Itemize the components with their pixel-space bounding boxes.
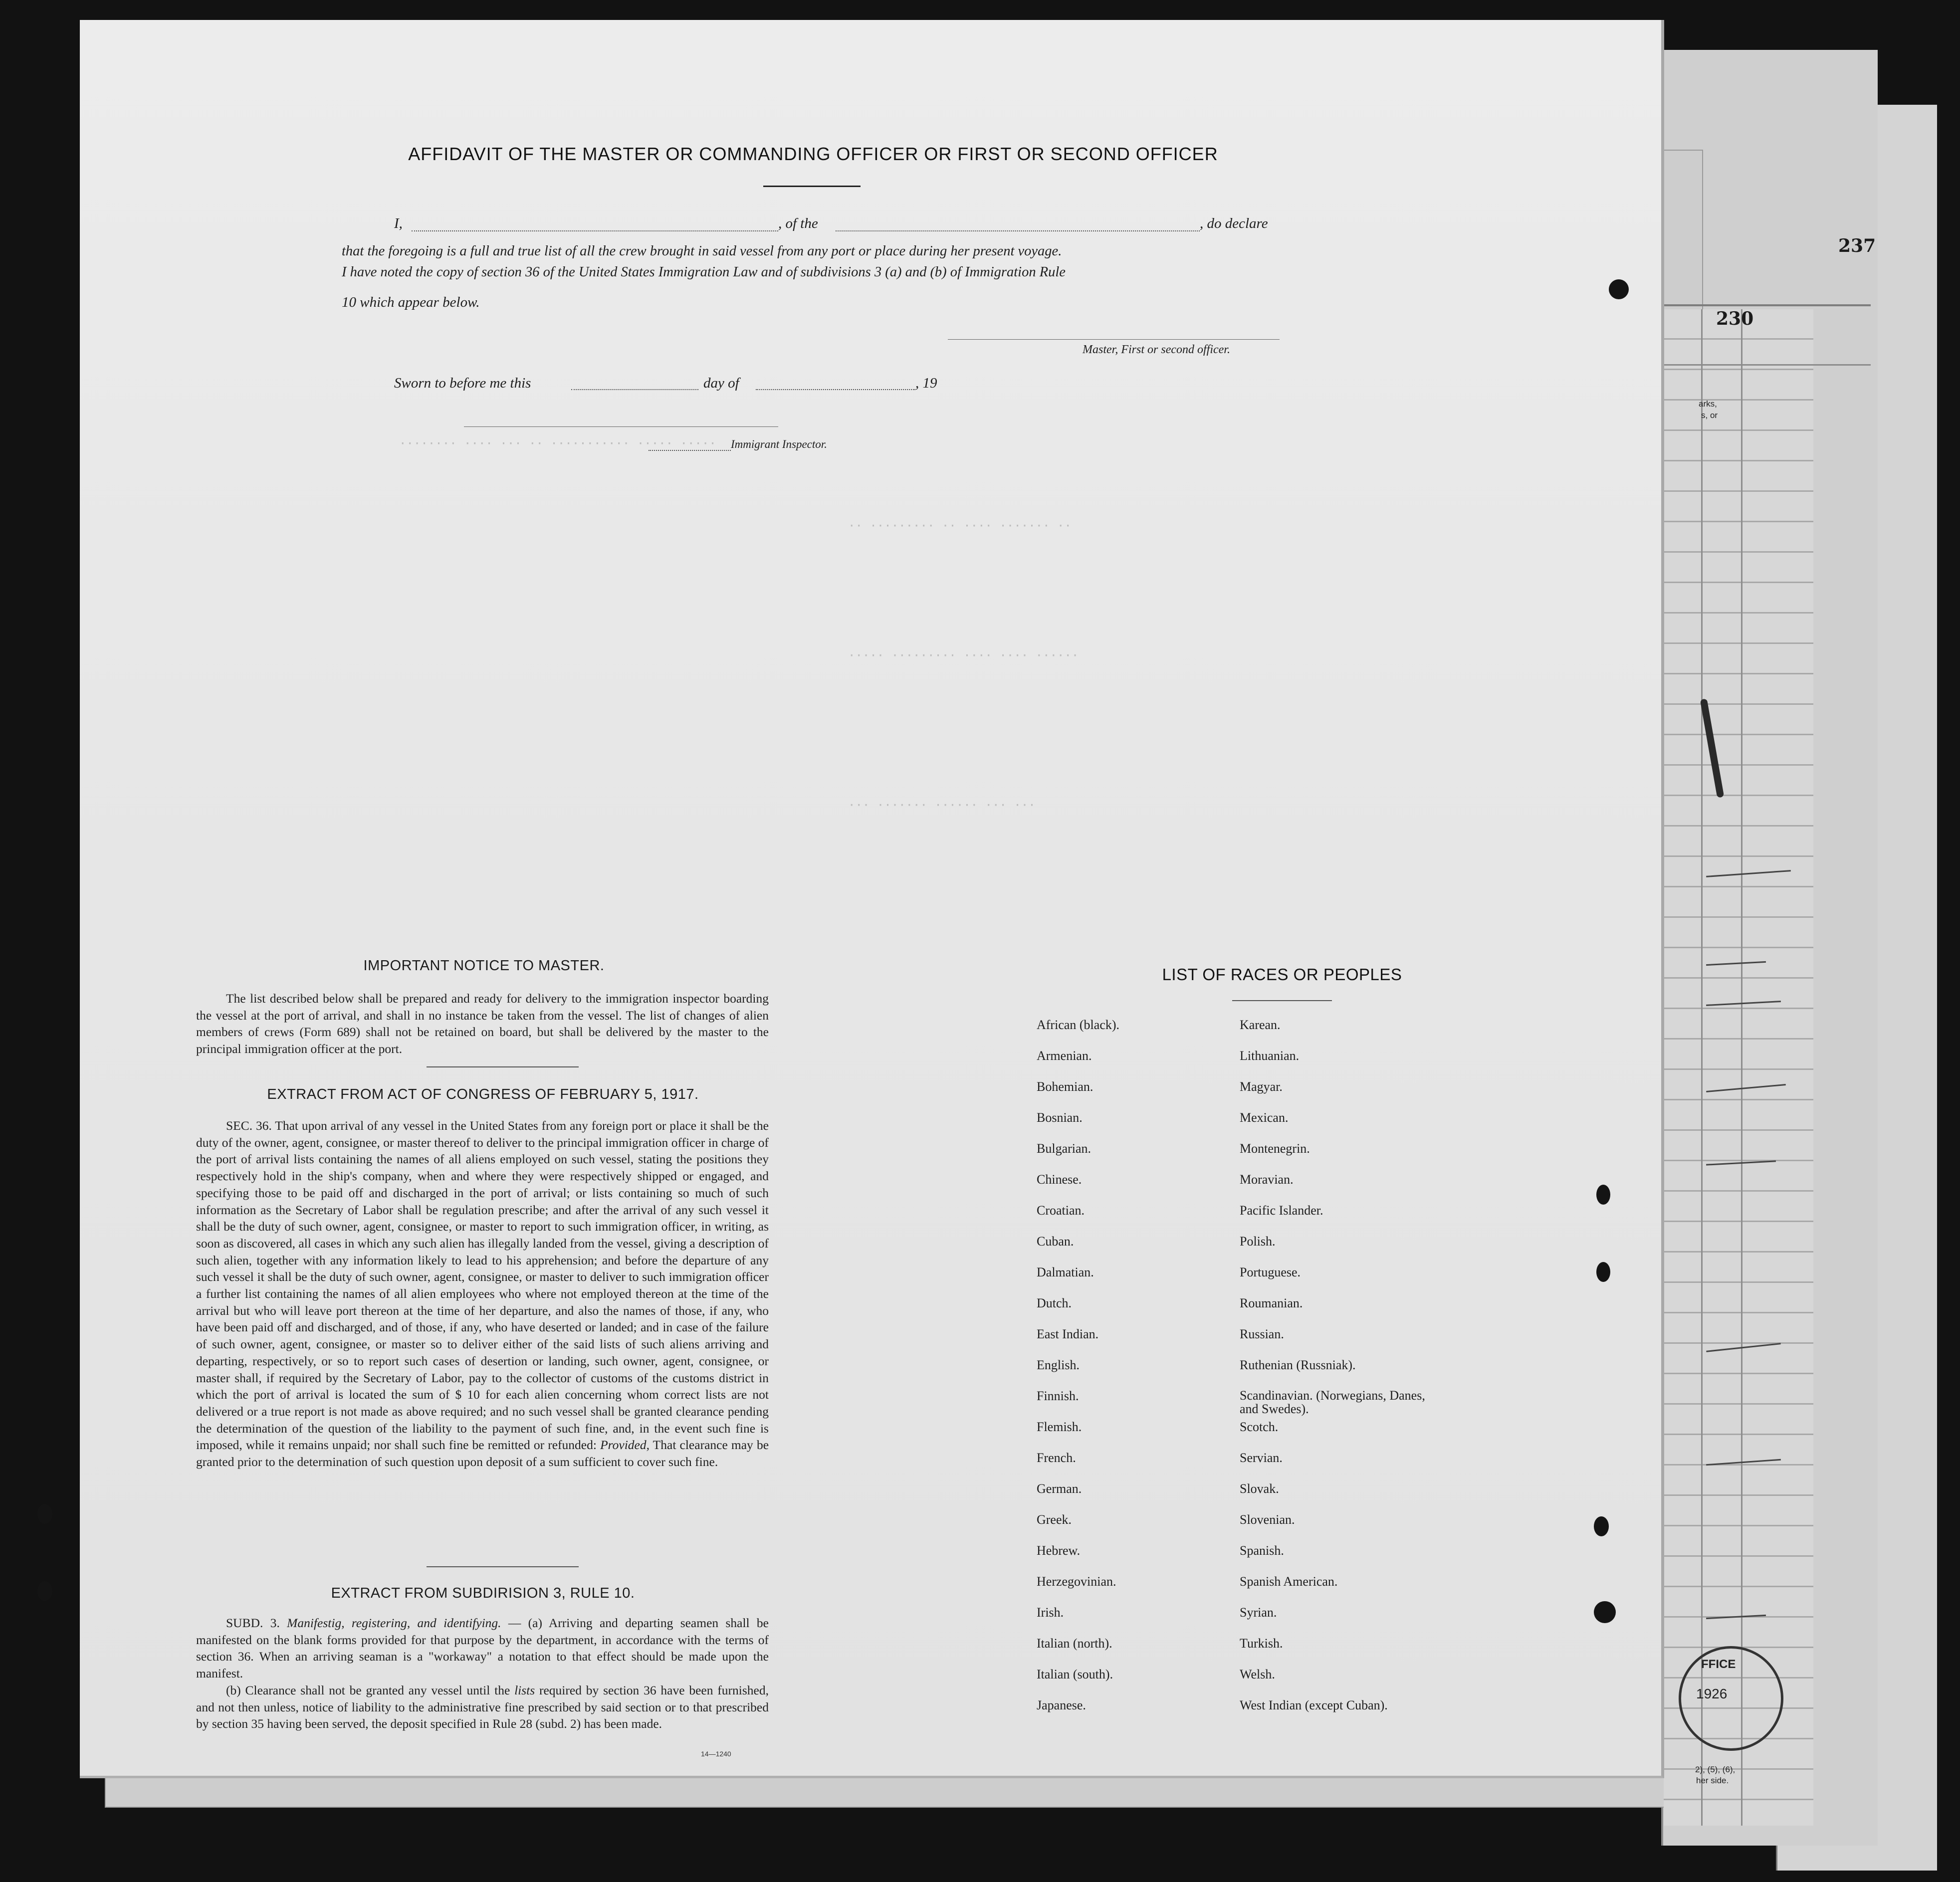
master-signature-label: Master, First or second officer. [1083,343,1230,356]
extract-act-title: EXTRACT FROM ACT OF CONGRESS OF FEBRUARY 5, 1917. [267,1086,699,1102]
race-item: French. [1037,1451,1076,1465]
race-item: Mexican. [1240,1110,1289,1125]
race-item: Flemish. [1037,1420,1082,1434]
race-item: Syrian. [1240,1605,1277,1620]
race-item: African (black). [1037,1018,1120,1032]
race-item: West Indian (except Cuban). [1240,1698,1388,1712]
extract-rule-title: EXTRACT FROM SUBDIRISION 3, RULE 10. [331,1585,635,1601]
race-item: Finnish. [1037,1389,1079,1403]
punch-hole [1596,1262,1610,1282]
race-item: Irish. [1037,1605,1064,1620]
race-item: Croatian. [1037,1203,1085,1218]
master-signature-line[interactable] [948,339,1280,340]
title-underline [763,186,861,187]
race-item: Spanish. [1240,1543,1284,1558]
sworn-text: Sworn to before me this [394,375,531,391]
section-divider [427,1066,579,1067]
ledger-rule [1661,364,1871,366]
race-item: Herzegovinian. [1037,1574,1116,1589]
race-item: Greek. [1037,1512,1072,1527]
race-item: German. [1037,1481,1082,1496]
race-item: Dutch. [1037,1296,1072,1310]
ledger-rule [1661,304,1871,306]
race-item: Portuguese. [1240,1265,1301,1279]
punch-hole [1596,1185,1610,1205]
affidavit-do-declare: , do declare [1200,215,1268,231]
bleed-through-text: ··· ······· ······ ··· ··· [848,798,1036,812]
race-item: Ruthenian (Russniak). [1240,1358,1356,1372]
bleed-through-text: ····· ········· ···· ···· ······ [848,648,1079,662]
race-item: Russian. [1240,1327,1284,1341]
race-item: Italian (south). [1037,1667,1113,1681]
page-number: 230 [1716,308,1754,329]
race-item: Bulgarian. [1037,1141,1091,1156]
affidavit-i: I, [394,215,403,231]
ledger-page-edge [1664,309,1813,1826]
form-number: 14—1240 [701,1750,731,1758]
stamp-office-text: FFICE [1701,1658,1736,1671]
sworn-day-field[interactable] [571,389,698,390]
race-item: Italian (north). [1037,1636,1112,1651]
punch-hole [37,1504,52,1524]
race-item: Montenegrin. [1240,1141,1310,1156]
race-item: Dalmatian. [1037,1265,1094,1279]
bleed-through-text: ·· ········· ·· ···· ······· ·· [848,519,1072,533]
race-item: Turkish. [1240,1636,1283,1651]
subd-para-b-start: (b) Clearance shall not be granted any vessel until the [226,1682,510,1697]
race-item: Polish. [1240,1234,1276,1249]
bottom-fragment: her side. [1696,1776,1729,1785]
notice-body: The list described below shall be prepared and ready for delivery to the immigration inspector boarding the vessel at the port of arrival, and shall in no instance be taken from the vessel. The list of changes of alien members of crews (Form 689) shall not be retained on board, but shall be delivered by the master to the principal immigration officer at the port. [196,991,769,1056]
master-name-field[interactable] [412,230,778,231]
race-item: Hebrew. [1037,1543,1081,1558]
race-item: Lithuanian. [1240,1048,1300,1063]
subd-para-b-lists: lists [514,1682,535,1697]
race-item: Bohemian. [1037,1079,1093,1094]
race-item: Slovak. [1240,1481,1279,1496]
remarks-fragment: arks, [1699,399,1717,409]
punch-hole [1609,279,1629,299]
subd-label: SUBD. 3. [226,1616,280,1630]
punch-hole [1594,1601,1616,1623]
rule-10-text [196,1615,769,1732]
races-title-underline [1232,1000,1332,1001]
race-item: Armenian. [1037,1048,1092,1063]
inspector-label: Immigrant Inspector. [731,438,827,450]
race-item: English. [1037,1358,1080,1372]
race-item: Cuban. [1037,1234,1074,1249]
race-item: Moravian. [1240,1172,1294,1187]
punch-hole [1594,1516,1609,1536]
race-item: Magyar. [1240,1079,1283,1094]
race-item: Slovenian. [1240,1512,1295,1527]
race-item: Roumanian. [1240,1296,1303,1310]
affidavit-title: AFFIDAVIT OF THE MASTER OR COMMANDING OFFICER OR FIRST OR SECOND OFFICER [408,144,1218,164]
race-item: Chinese. [1037,1172,1082,1187]
race-item: Japanese. [1037,1698,1086,1712]
inspector-dots [649,450,731,451]
office-stamp [1679,1646,1783,1751]
race-item: Spanish American. [1240,1574,1338,1589]
races-left-column [1037,1018,1226,1716]
notice-title: IMPORTANT NOTICE TO MASTER. [363,958,605,974]
page-number-top: 237 [1838,235,1876,256]
subd-heading: Manifestig, registering, and identifying. [287,1616,501,1630]
race-item: Welsh. [1240,1667,1275,1681]
stamp-year-text: 1926 [1696,1686,1728,1701]
race-item: Servian. [1240,1451,1283,1465]
ledger-rule [1701,309,1703,1826]
section-divider [427,1566,579,1567]
affidavit-of-the: , of the [778,215,818,231]
affidavit-line-2: that the foregoing is a full and true list of all the crew brought in said vessel from any port or place during her present voyage. [342,243,1062,259]
subd-para-b-end: required by section 36 have been furnished, and not then unless, notice of liability to the administrative fine prescribed by said section or to that prescribed by section 35 having been served, the deposit specified in Rule 28 (subd. 2) has been made. [196,1682,769,1731]
races-title: LIST OF RACES OR PEOPLES [1162,965,1402,984]
inspector-signature-line[interactable] [464,426,778,427]
sworn-month-field[interactable] [756,389,915,390]
bleed-through-text: ········ ···· ··· ·· ··········· ····· ····· [399,436,716,450]
races-right-column [1240,1018,1459,1716]
section-36-body: SEC. 36. That upon arrival of any vessel in the United States from any foreign port or place it shall be the duty of the owner, agent, consignee, or master thereof to deliver to the principal immigration officer in charge of the port of arrival lists containing the names of all aliens employed on such vessel, stating the positions they respectively hold in the ship's company, when and where they were respectively shipped or engaged, and specifying those to be paid off and discharged in the port of arrival; or lists containing so much of such information as the Secretary of Labor shall be regulation prescribe; and after the arrival of any such vessel it shall be the duty of such owner, agent, consignee, or master to report to such immigration officer, in writing, as soon as discovered, all cases in which any such alien has illegally landed from the vessel, giving a description of such alien, together with any information likely to lead to his apprehension; and before the departure of any such vessel it shall be the duty of such owner, agent, consignee, or master to deliver to such immigration officer a further list containing the names of all alien employees who where not employed thereon at the time of the arrival but who will leave port thereon at the time of her departure, and also the names of those, if any, who have been paid off and discharged, and of those, if any, who have deserted or landed; and in case of the failure of such owner, agent, consignee, or master so to deliver either of the said lists of such aliens arriving and departing, respectively, or so to report such cases of desertion or landing, such owner, agent, consignee, or master shall, if required by the Secretary of Labor, pay to the collector of customs of the customs district in which the port of arrival is located the sum of $ 10 for each alien concerning whom correct lists are not delivered or a true report is not made as above required; and no such vessel shall be granted clearance pending the determination of the question of the liability to the payment of such fine, and, in the event such fine is imposed, while it remains unpaid; nor shall such fine be remitted or refunded: [196,1118,769,1453]
race-item: Bosnian. [1037,1110,1083,1125]
race-item: Scotch. [1240,1420,1279,1434]
section-36-text [196,1117,769,1470]
race-item: East Indian. [1037,1327,1099,1341]
sworn-day-of: day of [703,375,739,391]
punch-hole [37,1581,52,1601]
vessel-name-field[interactable] [836,230,1200,231]
section-36-end: That clearance may be granted prior to the determination of such question upon deposit of a sum sufficient to cover such fine. [196,1438,769,1469]
subd-para-a: — (a) Arriving and departing seamen shall be manifested on the blank forms provided for that purpose by the department, in accordance with the terms of section 36. When an arriving seaman is a "workaway" a notation to that effect should be made upon the manifest. [196,1616,769,1681]
ledger-rule [1741,309,1742,1826]
bottom-fragment: 2), (5), (6), [1695,1765,1736,1774]
race-item: Scandinavian. (Norwegians, Danes, and Swedes). [1240,1388,1425,1416]
proviso-word: Provided, [600,1438,650,1453]
remarks-fragment: s, or [1701,411,1718,420]
race-item: Karean. [1240,1018,1281,1032]
race-item: Pacific Islander. [1240,1203,1323,1218]
affidavit-line-3: I have noted the copy of section 36 of the United States Immigration Law and of subdivisions 3 (a) and (b) of Immigration Rule [342,264,1066,280]
sworn-year-prefix: , 19 [915,375,937,391]
affidavit-line-4: 10 which appear below. [342,294,480,310]
